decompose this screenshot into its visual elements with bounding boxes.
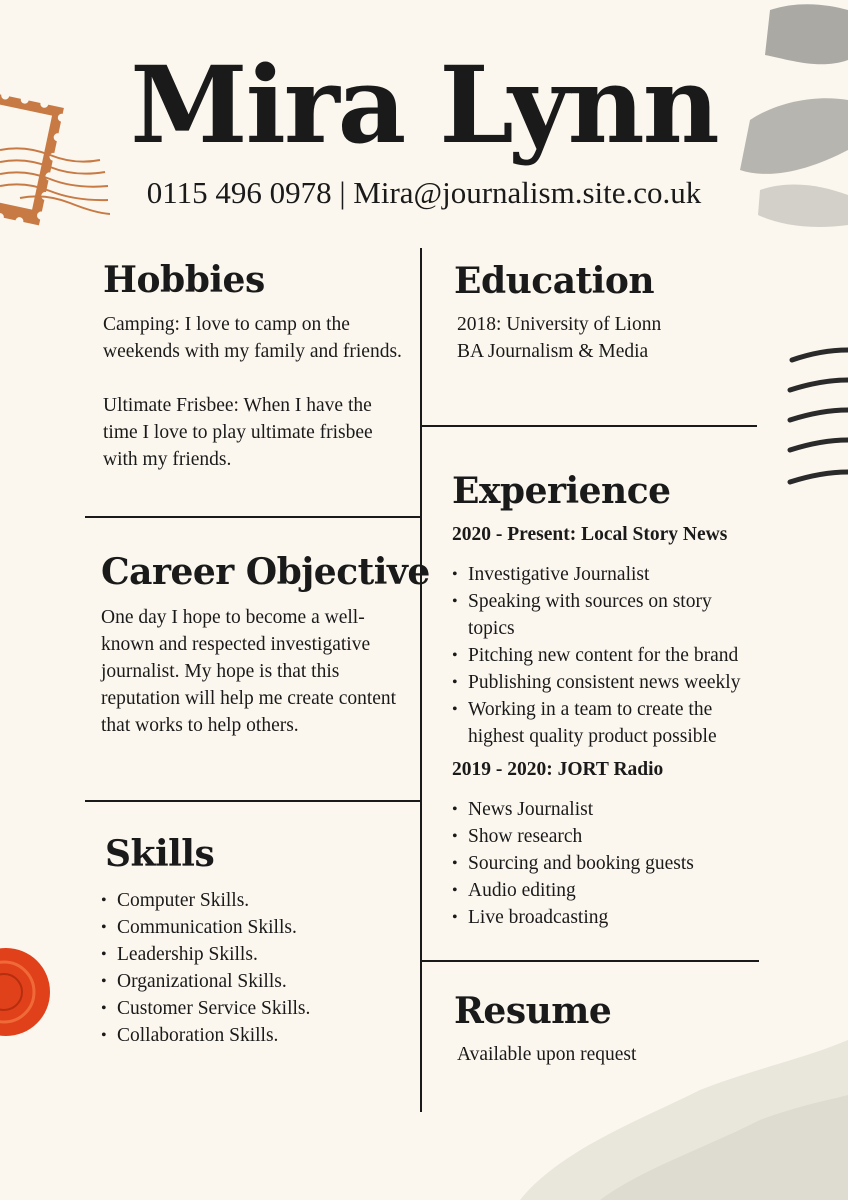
divider-education-experience [421,425,757,427]
job-duty-item: • Sourcing and booking guests [452,850,752,877]
divider-objective-skills [85,800,421,802]
hobby-camping: Camping: I love to camp on the weekends with my family and friends. [103,314,402,362]
education-heading: Education [454,260,655,302]
education-line-year: 2018: University of Lionn [457,314,662,335]
education-text [457,311,747,365]
job-duty-item: • Audio editing [452,877,752,904]
job-duty-item: • Working in a team to create the highest quality product possible [452,696,718,750]
experience-heading: Experience [452,470,671,512]
resume-text: Available upon request [457,1044,637,1065]
skill-item: • Computer Skills. [101,887,401,914]
job-duties-local-story-news [452,561,752,750]
contact-info: 0115 496 0978 | Mira@journalism.site.co.uk [146,175,702,210]
skills-list [101,887,401,1049]
career-objective-heading: Career Objective [101,551,430,593]
divider-experience-resume [421,960,759,962]
resume-name: Mira Lynn [130,42,718,167]
job-heading-local-story-news: 2020 - Present: Local Story News [452,524,728,545]
job-heading-jort-radio: 2019 - 2020: JORT Radio [452,759,664,780]
skill-item: • Collaboration Skills. [101,1022,401,1049]
center-vertical-divider [420,248,422,1112]
hobbies-heading: Hobbies [103,259,265,301]
skill-item: • Organizational Skills. [101,968,401,995]
hobbies-text [103,311,403,473]
job-duty-item: • Investigative Journalist [452,561,752,588]
job-duty-item: • Publishing consistent news weekly [452,669,752,696]
job-duty-item: • Show research [452,823,752,850]
divider-hobbies-objective [85,516,421,518]
brush-lines-right [790,350,848,482]
job-duty-item: • News Journalist [452,796,752,823]
job-duty-item: • Pitching new content for the brand [452,642,752,669]
hobby-frisbee: Ultimate Frisbee: When I have the time I love to play ultimate frisbee with my friends. [103,395,373,470]
job-duty-item: • Live broadcasting [452,904,752,931]
education-line-degree: BA Journalism & Media [457,341,649,362]
skill-item: • Communication Skills. [101,914,401,941]
skill-item: • Customer Service Skills. [101,995,401,1022]
career-objective-text: One day I hope to become a well-known and respected investigative journalist. My hope is that this reputation will help me create content that works to help others. [101,607,397,736]
skill-item: • Leadership Skills. [101,941,401,968]
resume-heading: Resume [454,990,612,1032]
job-duty-item: • Speaking with sources on story topics [452,588,752,642]
wax-seal [0,948,50,1036]
skills-heading: Skills [105,833,215,875]
job-duties-jort-radio [452,796,752,931]
